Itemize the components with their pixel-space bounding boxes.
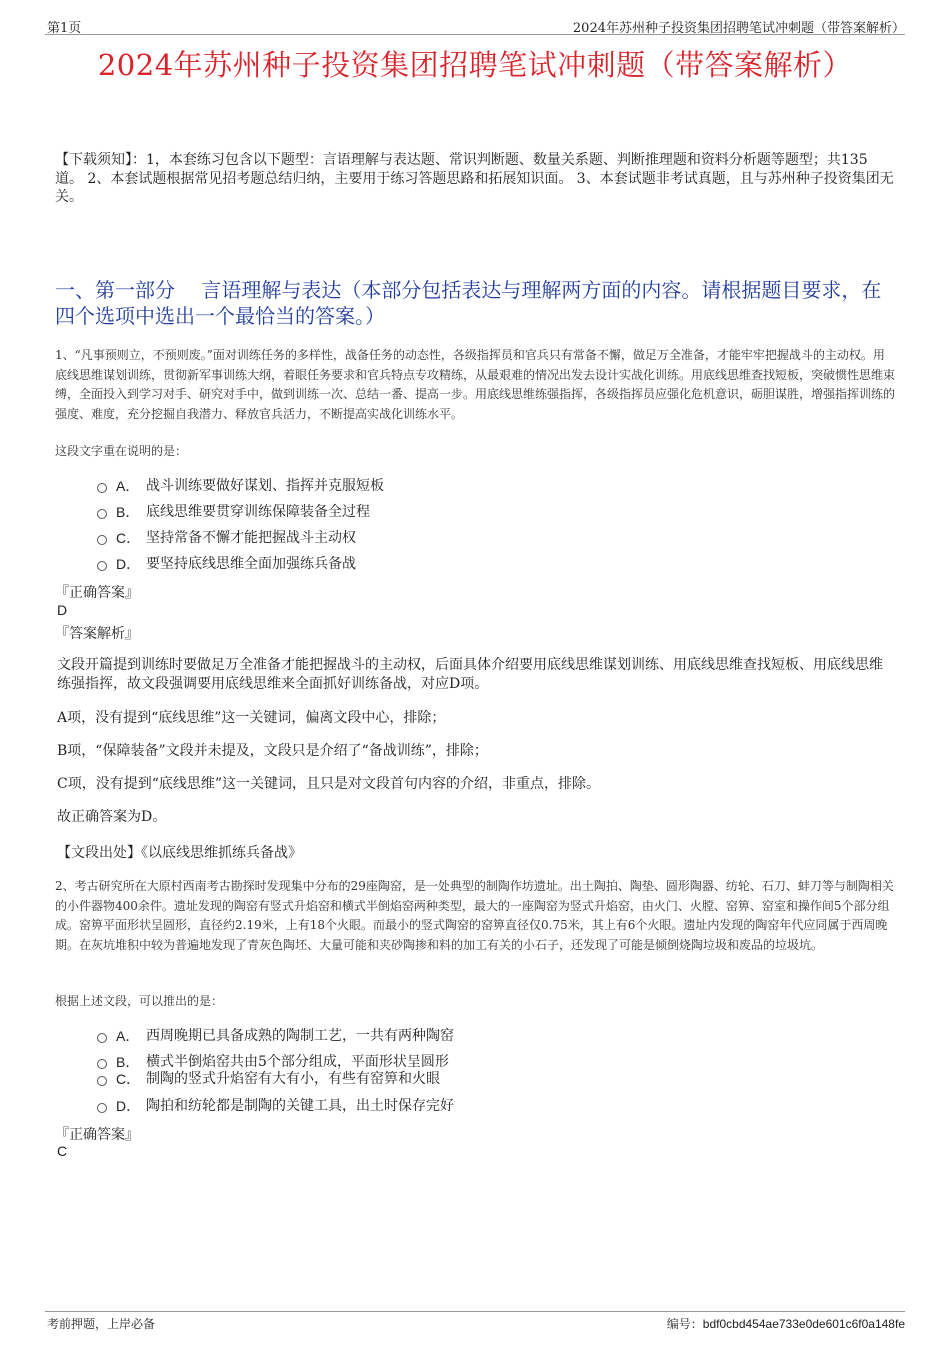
document-title: 2024年苏州种子投资集团招聘笔试冲刺题（带答案解析） <box>97 48 853 82</box>
q1-analysis-label: 『答案解析』 <box>55 626 139 642</box>
option-text: 坚持常备不懈才能把握战斗主动权 <box>146 530 356 546</box>
section-heading: 一、第一部分 言语理解与表达（本部分包括表达与理解两方面的内容。请根据题目要求，在四个选项中选出一个最恰当的答案。） <box>55 278 882 328</box>
header-divider <box>45 34 905 35</box>
radio-icon[interactable] <box>97 1059 107 1069</box>
radio-icon[interactable] <box>97 561 107 571</box>
code-value: bdf0cbd454ae733e0de601c6f0a148fe <box>702 1317 905 1331</box>
q1-analysis-c: C项，没有提到“底线思维”这一关键词，且只是对文段首句内容的介绍，非重点，排除。 <box>57 776 601 792</box>
option-letter: B． <box>116 504 140 520</box>
radio-icon[interactable] <box>97 1033 107 1043</box>
option-text: 陶拍和纺轮都是制陶的关键工具，出土时保存完好 <box>146 1098 454 1114</box>
q1-option-a[interactable] <box>97 477 384 495</box>
option-text: 要坚持底线思维全面加强练兵备战 <box>146 556 356 572</box>
q1-analysis-b: B项，“保障装备”文段并未提及，文段只是介绍了“备战训练”，排除； <box>57 743 488 759</box>
radio-icon[interactable] <box>97 535 107 545</box>
option-text: 制陶的竖式升焰窑有大有小，有些有窑箅和火眼 <box>146 1071 440 1087</box>
q1-option-d[interactable] <box>97 555 356 573</box>
option-letter: D． <box>116 1098 141 1114</box>
question-2-text: 2、考古研究所在大原村西南考古勘探时发现集中分布的29座陶窑，是一处典型的制陶作坊遗址。出土陶拍、陶垫、圆形陶器、纺轮、石刀、蚌刀等与制陶相关的小件器物400余件。遗址发现的陶窑有竖式升焰窑和横式半倒焰窑两种类型，最大的一座陶窑为竖式升焰窑，由火门、火膛、窑箅、窑室和操作间5个部分组成。窑箅平面形状呈圆形，直径约2.19米，上有18个火眼。而最小的竖式陶窑的窑箅直径仅0.75米，其上有6个火眼。遗址内发现的陶窑年代应同属于西周晚期。在灰坑堆积中较为普遍地发现了青灰色陶坯、大量可能和夹砂陶掺和料的加工有关的小石子，还发现了可能是倾倒烧陶垃圾和废品的垃圾坑。 <box>55 879 894 952</box>
radio-icon[interactable] <box>97 1103 107 1113</box>
page-number: 第1页 <box>47 21 82 36</box>
q2-option-a[interactable] <box>97 1027 454 1045</box>
q1-answer: D <box>57 602 68 618</box>
q1-conclusion: 故正确答案为D。 <box>57 809 167 825</box>
q2-answer-label: 『正确答案』 <box>55 1127 139 1143</box>
option-letter: D． <box>116 556 141 572</box>
option-letter: A． <box>116 1028 140 1044</box>
footer-slogan: 考前押题，上岸必备 <box>47 1317 156 1331</box>
q1-analysis-a: A项，没有提到“底线思维”这一关键词，偏离文段中心，排除； <box>57 710 446 726</box>
q2-answer: C <box>57 1143 68 1159</box>
q1-option-b[interactable] <box>97 503 370 521</box>
running-header-title: 2024年苏州种子投资集团招聘笔试冲刺题（带答案解析） <box>572 21 905 36</box>
q1-source: 【文段出处】《以底线思维抓练兵备战》 <box>57 845 302 861</box>
q1-answer-label: 『正确答案』 <box>55 585 139 601</box>
q1-analysis-summary: 文段开篇提到训练时要做足万全准备才能把握战斗的主动权，后面具体介绍要用底线思维谋划训练、用底线思维查找短板、用底线思维练强指挥，故文段强调要用底线思维来全面抓好训练备战，对应D项。 <box>57 657 883 692</box>
option-text: 西周晚期已具备成熟的陶制工艺，一共有两种陶窑 <box>146 1028 454 1044</box>
q2-option-d[interactable] <box>97 1097 454 1115</box>
download-notice: 【下载须知】：1，本套练习包含以下题型：言语理解与表达题、常识判断题、数量关系题、判断推理题和资料分析题等题型；共135道。 2、本套试题根据常见招考题总结归纳，主要用于练习答题思路和拓展知识面。 3、本套试题非考试真题，且与苏州种子投资集团无关。 <box>55 152 894 205</box>
option-text: 横式半倒焰窑共由5个部分组成，平面形状呈圆形 <box>146 1054 449 1070</box>
question-2-prompt: 根据上述文段，可以推出的是： <box>55 994 224 1008</box>
option-letter: A． <box>116 478 140 494</box>
radio-icon[interactable] <box>97 509 107 519</box>
radio-icon[interactable] <box>97 483 107 493</box>
question-1-prompt: 这段文字重在说明的是： <box>55 444 188 458</box>
radio-icon[interactable] <box>97 1076 107 1086</box>
q2-option-b[interactable] <box>97 1053 449 1071</box>
q2-option-c[interactable] <box>97 1070 440 1088</box>
q1-option-c[interactable] <box>97 529 356 547</box>
question-1-text: 1、“凡事预则立，不预则废。”面对训练任务的多样性，战备任务的动态性，各级指挥员和官兵只有常备不懈，做足万全准备，才能牢牢把握战斗的主动权。用底线思维谋划训练，贯彻新军事训练大纲，着眼任务要求和官兵特点专攻精练，从最艰难的情况出发去设计实战化训练。用底线思维查找短板，突破惯性思维束缚，全面投入到学习对手、研究对手中，做到训练一次、总结一番、提高一步。用底线思维练强指挥，各级指挥员应强化危机意识，砺胆谋胜，增强指挥训练的强度、难度，充分挖掘自我潜力、释放官兵活力，不断提高实战化训练水平。 <box>55 348 896 421</box>
option-letter: C． <box>116 530 141 546</box>
option-letter: B． <box>116 1054 140 1070</box>
option-text: 底线思维要贯穿训练保障装备全过程 <box>146 504 370 520</box>
code-label: 编号： <box>666 1317 703 1331</box>
footer-divider <box>45 1311 905 1312</box>
option-text: 战斗训练要做好谋划、指挥并克服短板 <box>146 478 384 494</box>
option-letter: C． <box>116 1071 141 1087</box>
document-code <box>667 1315 905 1332</box>
